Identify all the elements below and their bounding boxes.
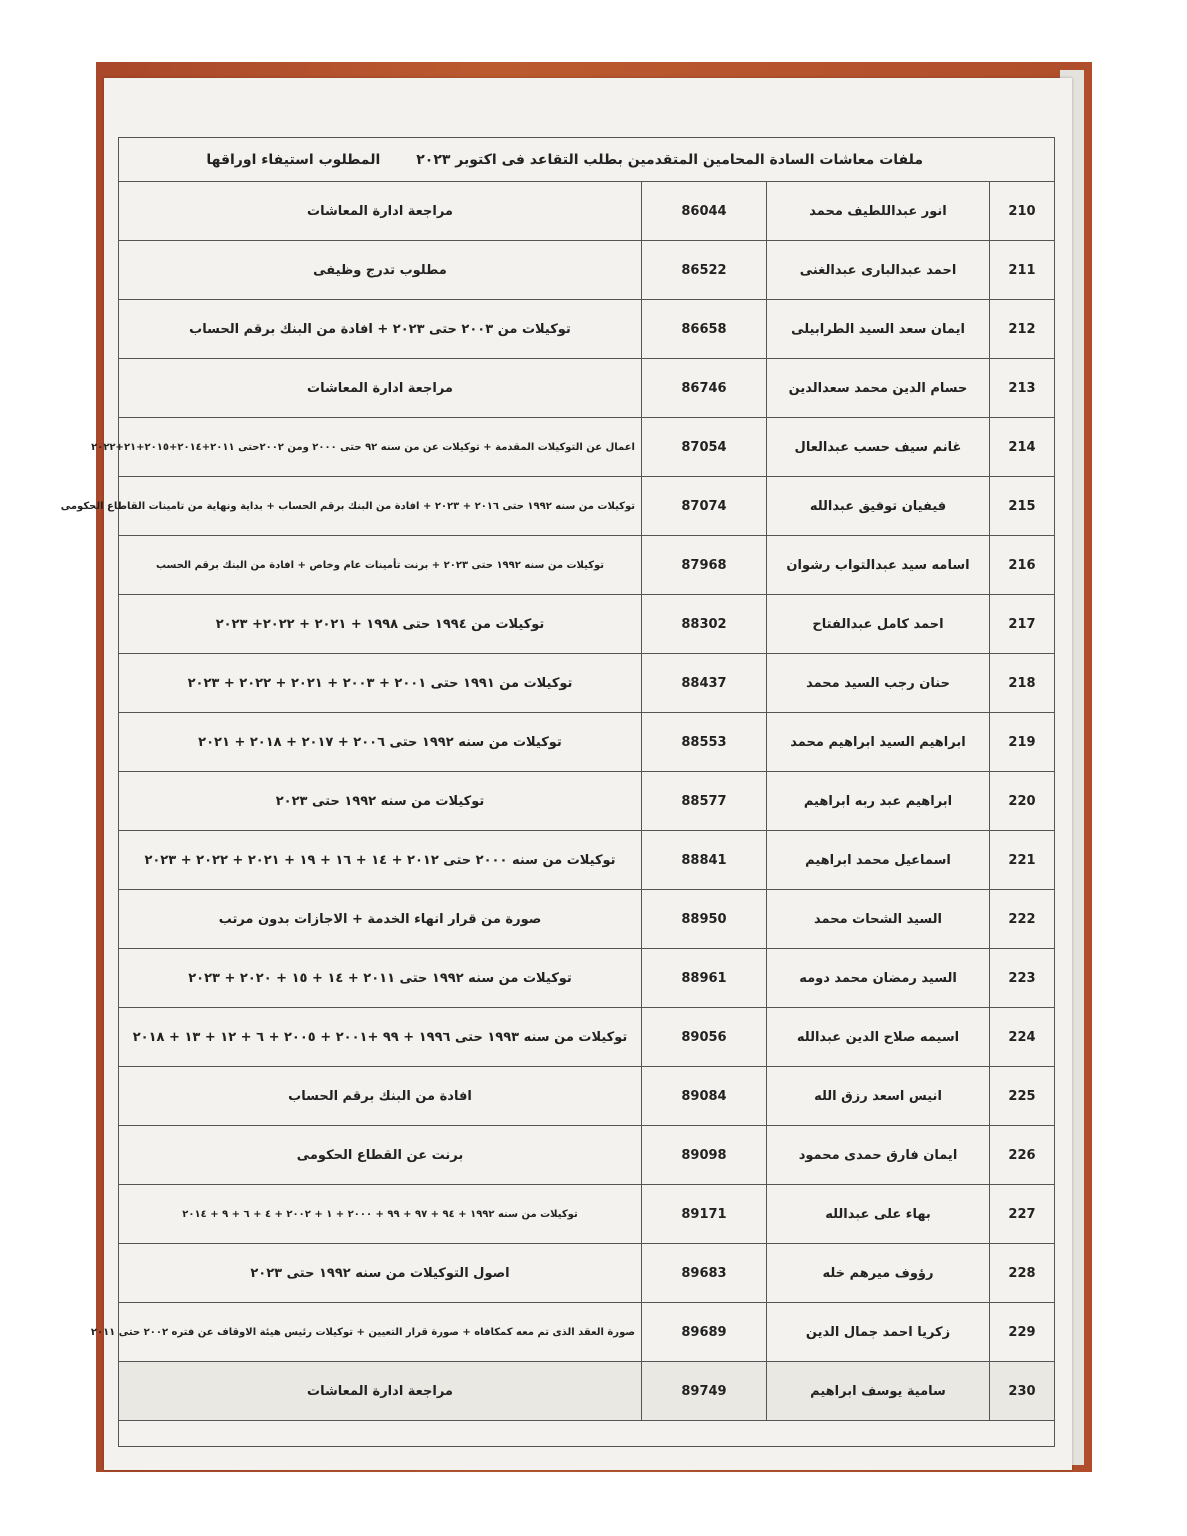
row-number: 227 bbox=[990, 1185, 1055, 1244]
row-code: 88302 bbox=[642, 595, 767, 654]
table-row bbox=[119, 1008, 1055, 1067]
table-row bbox=[119, 477, 1055, 536]
row-number: 228 bbox=[990, 1244, 1055, 1303]
row-name: احمد كامل عبدالفتاح bbox=[767, 595, 990, 654]
row-number: 225 bbox=[990, 1067, 1055, 1126]
row-note: توكيلات من سنه ١٩٩٢ حتى ٢٠٢٣ + برنت تأمينات عام وخاص + افادة من البنك برقم الحسب bbox=[119, 536, 642, 595]
row-code: 87054 bbox=[642, 418, 767, 477]
row-note: اعمال عن التوكيلات المقدمة + توكيلات عن من سنه ٩٢ حتى ٢٠٠٠ ومن ٢٠٠٢حتى ٢٠١١+٢٠١٤+٢٠١٥+٢١+٢٠٢٢ bbox=[119, 418, 642, 477]
table-row bbox=[119, 1303, 1055, 1362]
table-row bbox=[119, 300, 1055, 359]
row-code: 89749 bbox=[642, 1362, 767, 1421]
row-code: 89683 bbox=[642, 1244, 767, 1303]
row-name: اسامه سيد عبدالتواب رشوان bbox=[767, 536, 990, 595]
table-row bbox=[119, 890, 1055, 949]
row-name: حنان رجب السيد محمد bbox=[767, 654, 990, 713]
table-row bbox=[119, 713, 1055, 772]
row-number: 230 bbox=[990, 1362, 1055, 1421]
row-number: 210 bbox=[990, 182, 1055, 241]
row-code: 88841 bbox=[642, 831, 767, 890]
table-row bbox=[119, 772, 1055, 831]
row-name: زكريا احمد جمال الدين bbox=[767, 1303, 990, 1362]
row-name: السيد رمضان محمد دومه bbox=[767, 949, 990, 1008]
row-number: 221 bbox=[990, 831, 1055, 890]
document-title: ملفات معاشات السادة المحامين المتقدمين بطلب التقاعد فى اكتوبر ٢٠٢٣ bbox=[416, 152, 923, 168]
row-number: 222 bbox=[990, 890, 1055, 949]
row-number: 218 bbox=[990, 654, 1055, 713]
row-name: فيفيان توفيق عبدالله bbox=[767, 477, 990, 536]
row-number: 215 bbox=[990, 477, 1055, 536]
row-code: 89171 bbox=[642, 1185, 767, 1244]
row-code: 89689 bbox=[642, 1303, 767, 1362]
row-code: 88577 bbox=[642, 772, 767, 831]
row-code: 88553 bbox=[642, 713, 767, 772]
table-row bbox=[119, 241, 1055, 300]
row-code: 86658 bbox=[642, 300, 767, 359]
records-table bbox=[60, 181, 1055, 1421]
row-note: توكيلات من سنه ١٩٩٢ حتى ٢٠١١ + ١٤ + ١٥ + ٢٠٢٠ + ٢٠٢٣ bbox=[119, 949, 642, 1008]
row-number: 217 bbox=[990, 595, 1055, 654]
table-row bbox=[119, 1126, 1055, 1185]
row-note: برنت عن القطاع الحكومى bbox=[119, 1126, 642, 1185]
table-row bbox=[119, 1067, 1055, 1126]
row-code: 89098 bbox=[642, 1126, 767, 1185]
table-row bbox=[119, 595, 1055, 654]
row-name: غانم سيف حسب عبدالعال bbox=[767, 418, 990, 477]
row-note: توكيلات من سنه ١٩٩٢ + ٩٤ + ٩٧ + ٩٩ + ٢٠٠٠ + ١ + ٢٠٠٢ + ٤ + ٦ + ٩ + ٢٠١٤ bbox=[119, 1185, 642, 1244]
row-note: توكيلات من ١٩٩١ حتى ٢٠٠١ + ٢٠٠٣ + ٢٠٢١ + ٢٠٢٢ + ٢٠٢٣ bbox=[119, 654, 642, 713]
row-number: 212 bbox=[990, 300, 1055, 359]
row-code: 88437 bbox=[642, 654, 767, 713]
row-code: 87968 bbox=[642, 536, 767, 595]
row-number: 220 bbox=[990, 772, 1055, 831]
row-name: ايمان فارق حمدى محمود bbox=[767, 1126, 990, 1185]
table-row bbox=[119, 1244, 1055, 1303]
document-header bbox=[120, 139, 1053, 181]
row-code: 86522 bbox=[642, 241, 767, 300]
row-number: 214 bbox=[990, 418, 1055, 477]
row-note: توكيلات من سنه ١٩٩٢ حتى ٢٠٢٣ bbox=[119, 772, 642, 831]
table-row bbox=[119, 1362, 1055, 1421]
row-number: 223 bbox=[990, 949, 1055, 1008]
row-name: رؤوف ميرهم خله bbox=[767, 1244, 990, 1303]
row-number: 224 bbox=[990, 1008, 1055, 1067]
table-row bbox=[119, 359, 1055, 418]
row-number: 213 bbox=[990, 359, 1055, 418]
row-code: 87074 bbox=[642, 477, 767, 536]
row-code: 86044 bbox=[642, 182, 767, 241]
row-note: صورة العقد الذى تم معه كمكافاه + صورة قرار التعيين + توكيلات رئيس هيئة الاوقاف عن فتره ٢٠٠٢ حتى ٢٠١١ bbox=[119, 1303, 642, 1362]
row-code: 89056 bbox=[642, 1008, 767, 1067]
row-name: بهاء على عبدالله bbox=[767, 1185, 990, 1244]
row-name: ايمان سعد السيد الطرابيلى bbox=[767, 300, 990, 359]
row-note: افادة من البنك برقم الحساب bbox=[119, 1067, 642, 1126]
row-code: 89084 bbox=[642, 1067, 767, 1126]
row-note: توكيلات من ١٩٩٤ حتى ١٩٩٨ + ٢٠٢١ + ٢٠٢٢+ ٢٠٢٣ bbox=[119, 595, 642, 654]
table-row bbox=[119, 418, 1055, 477]
row-note: اصول التوكيلات من سنه ١٩٩٢ حتى ٢٠٢٣ bbox=[119, 1244, 642, 1303]
row-note: توكيلات من ٢٠٠٣ حتى ٢٠٢٣ + افادة من البنك برقم الحساب bbox=[119, 300, 642, 359]
row-number: 211 bbox=[990, 241, 1055, 300]
row-note: توكيلات من سنه ١٩٩٣ حتى ١٩٩٦ + ٩٩ +٢٠٠١ + ٢٠٠٥ + ٦ + ١٢ + ١٣ + ٢٠١٨ bbox=[119, 1008, 642, 1067]
row-name: سامية يوسف ابراهيم bbox=[767, 1362, 990, 1421]
row-code: 88961 bbox=[642, 949, 767, 1008]
row-name: احمد عبدالبارى عبدالغنى bbox=[767, 241, 990, 300]
row-note: صورة من قرار انهاء الخدمة + الاجازات بدون مرتب bbox=[119, 890, 642, 949]
row-name: ابراهيم عبد ربه ابراهيم bbox=[767, 772, 990, 831]
row-name: اسيمه صلاح الدين عبدالله bbox=[767, 1008, 990, 1067]
row-note: مطلوب تدرج وظيفى bbox=[119, 241, 642, 300]
row-name: انيس اسعد رزق الله bbox=[767, 1067, 990, 1126]
row-note: توكيلات من سنه ١٩٩٢ حتى ٢٠٠٦ + ٢٠١٧ + ٢٠١٨ + ٢٠٢١ bbox=[119, 713, 642, 772]
row-note: مراجعة ادارة المعاشات bbox=[119, 359, 642, 418]
row-name: ابراهيم السيد ابراهيم محمد bbox=[767, 713, 990, 772]
table-row bbox=[119, 182, 1055, 241]
table-row bbox=[119, 831, 1055, 890]
table-row bbox=[119, 949, 1055, 1008]
table-row bbox=[119, 536, 1055, 595]
table-row bbox=[119, 1185, 1055, 1244]
row-name: السيد الشحات محمد bbox=[767, 890, 990, 949]
row-number: 216 bbox=[990, 536, 1055, 595]
row-code: 86746 bbox=[642, 359, 767, 418]
row-name: حسام الدين محمد سعدالدين bbox=[767, 359, 990, 418]
row-code: 88950 bbox=[642, 890, 767, 949]
row-number: 229 bbox=[990, 1303, 1055, 1362]
row-name: اسماعيل محمد ابراهيم bbox=[767, 831, 990, 890]
row-note: توكيلات من سنه ٢٠٠٠ حتى ٢٠١٢ + ١٤ + ١٦ + ١٩ + ٢٠٢١ + ٢٠٢٢ + ٢٠٢٣ bbox=[119, 831, 642, 890]
document-subtitle: المطلوب استيفاء اوراقها bbox=[206, 152, 381, 168]
row-name: انور عبداللطيف محمد bbox=[767, 182, 990, 241]
row-number: 219 bbox=[990, 713, 1055, 772]
row-number: 226 bbox=[990, 1126, 1055, 1185]
row-note: مراجعة ادارة المعاشات bbox=[119, 1362, 642, 1421]
table-row bbox=[119, 654, 1055, 713]
row-note: توكيلات من سنه ١٩٩٢ حتى ٢٠١٦ + ٢٠٢٣ + افادة من البنك برقم الحساب + بداية ونهاية من تامينات القاطاع الحكومى bbox=[119, 477, 642, 536]
records-table-body bbox=[60, 182, 1055, 1421]
row-note: مراجعة ادارة المعاشات bbox=[119, 182, 642, 241]
